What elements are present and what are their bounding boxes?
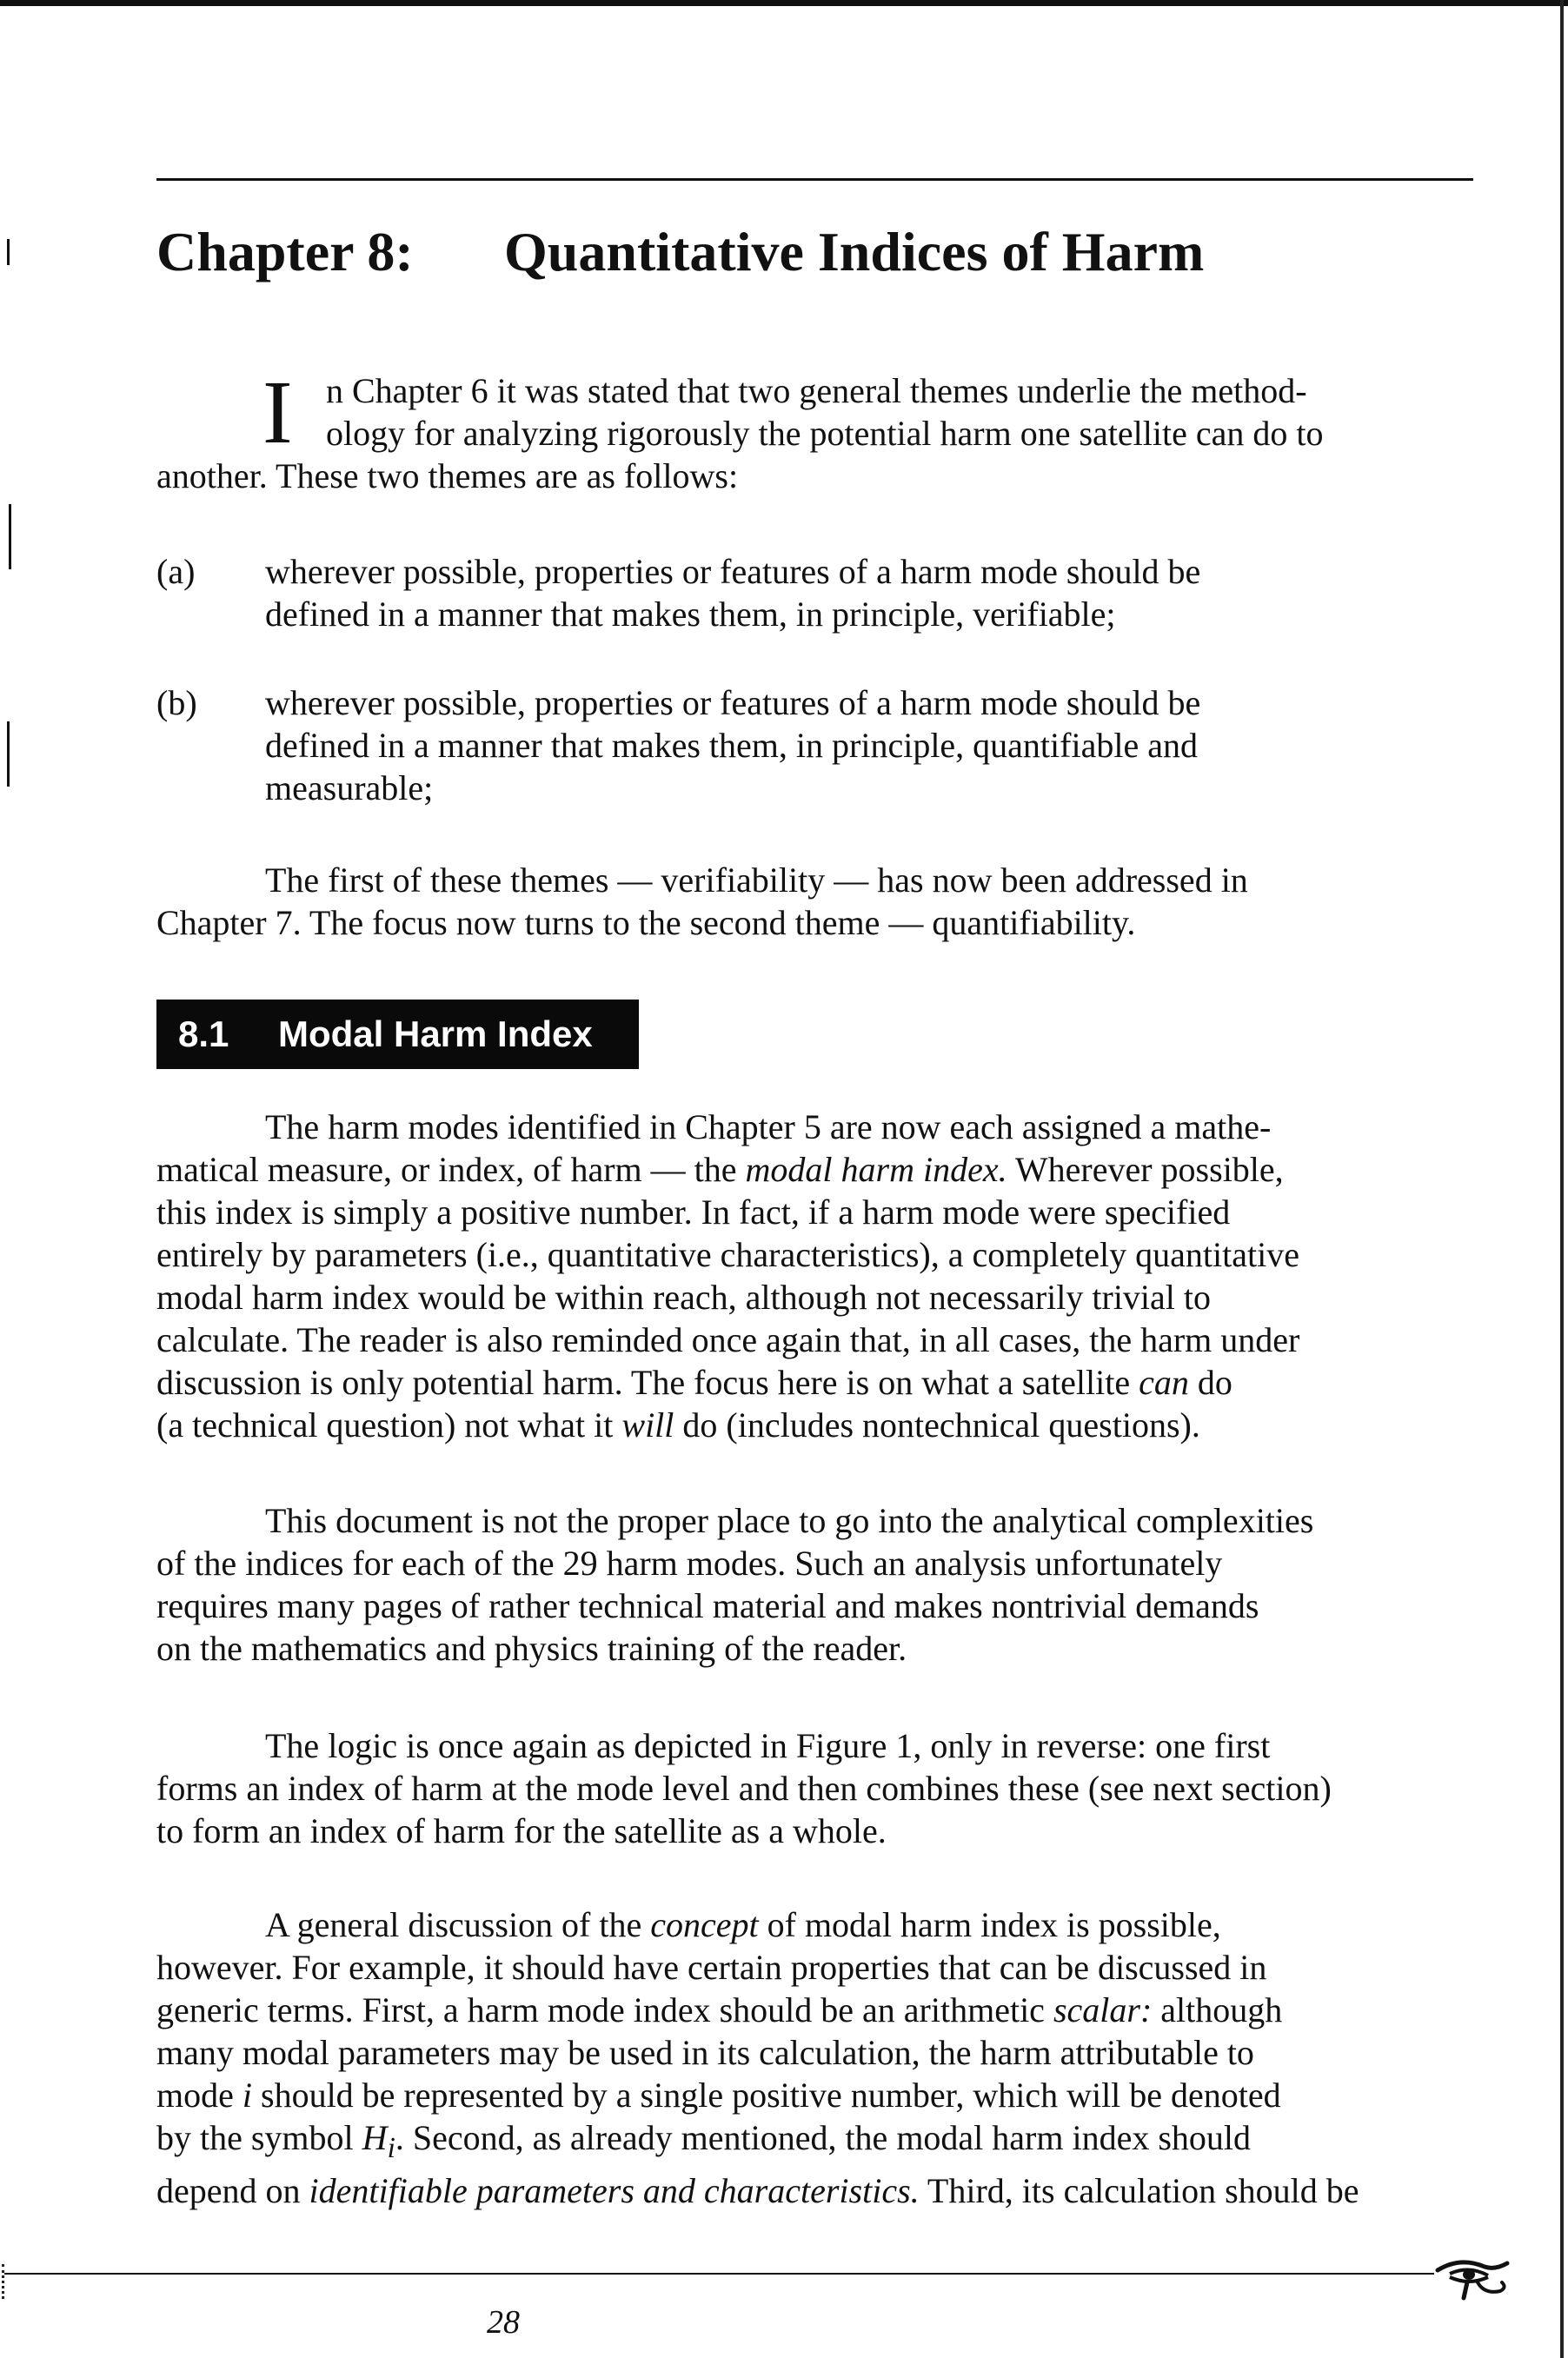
chapter-rule [156,178,1473,181]
text-line: entirely by parameters (i.e., quantitative characteristics), a completely quantitative [156,1235,1299,1274]
text-line: wherever possible, properties or features of a harm mode should be [265,552,1201,591]
theme-item-a [156,550,1478,635]
text-line: depend on identifiable parameters and characteristics. Third, its calculation should be [156,2171,1359,2210]
section-heading [156,1000,639,1069]
page-top-rule [0,0,1568,6]
text-line: requires many pages of rather technical material and makes nontrivial demands [156,1586,1259,1625]
list-item-body [265,681,1478,809]
scan-mark [2,2264,8,2299]
text-line: measurable; [265,768,434,807]
text-line: on the mathematics and physics training of the reader. [156,1629,907,1668]
list-marker: (b) [156,683,197,722]
text-line: forms an index of harm at the mode level and then combines these (see next section) [156,1769,1332,1808]
text-line: A general discussion of the concept of modal harm index is possible, [265,1905,1221,1944]
intro-paragraph [156,362,1478,497]
scan-edge [1560,0,1564,2358]
scan-mark [7,239,10,265]
transition-paragraph [156,859,1478,944]
paragraph-complexities [156,1499,1478,1670]
text-line: defined in a manner that makes them, in principle, quantifiable and [265,726,1198,765]
theme-item-b [156,681,1478,809]
section-number: 8.1 [178,1013,229,1054]
list-marker: (a) [156,552,196,591]
list-item-body [265,550,1478,635]
text-line: by the symbol $H_i$. Second, as already mentioned, the modal harm index should [156,2118,1252,2164]
chapter-number: Chapter 8: [156,221,414,282]
paragraph-concept [156,1903,1478,2212]
paragraph-modal-harm [156,1106,1478,1446]
text-line: generic terms. First, a harm mode index should be an arithmetic scalar: although [156,1990,1283,2029]
eye-of-horus-icon [1434,2253,1512,2308]
text-line: The logic is once again as depicted in Figure 1, only in reverse: one first [265,1726,1271,1765]
text-line: mode i should be represented by a single positive number, which will be denoted [156,2076,1281,2115]
text-line: matical measure, or index, of harm — the modal harm index. Wherever possible, [156,1150,1284,1189]
page-number: 28 [487,2304,520,2341]
text-line: n Chapter 6 it was stated that two general themes underlie the method- [326,371,1307,410]
text-line: wherever possible, properties or features of a harm mode should be [265,683,1201,722]
scan-mark [9,504,11,569]
text-line: (a technical question) not what it will do (includes nontechnical questions). [156,1405,1200,1445]
text-line: ology for analyzing rigorously the potential harm one satellite can do to [326,414,1324,453]
scan-mark [7,721,10,787]
text-line: Chapter 7. The focus now turns to the second theme — quantifiability. [156,903,1136,942]
chapter-title: Quantitative Indices of Harm [504,221,1205,282]
text-line: many modal parameters may be used in its calculation, the harm attributable to [156,2033,1254,2072]
text-line: The harm modes identified in Chapter 5 are now each assigned a mathe- [265,1107,1272,1146]
section-title: Modal Harm Index [278,1013,593,1054]
text-line: defined in a manner that makes them, in principle, verifiable; [265,594,1116,634]
text-line: discussion is only potential harm. The focus here is on what a satellite can do [156,1363,1232,1402]
text-line: calculate. The reader is also reminded once again that, in all cases, the harm under [156,1320,1300,1359]
text-line: This document is not the proper place to go into the analytical complexities [265,1501,1314,1540]
text-line: modal harm index would be within reach, although not necessarily trivial to [156,1278,1212,1317]
paragraph-logic [156,1724,1478,1852]
text-line: this index is simply a positive number. In fact, if a harm mode were specified [156,1192,1231,1232]
text-line: however. For example, it should have certain properties that can be discussed in [156,1948,1267,1987]
drop-cap: I [262,362,293,462]
footer-rule [4,2273,1434,2275]
chapter-heading [156,222,1204,282]
text-line: The first of these themes — verifiability — has now been addressed in [265,860,1248,900]
text-line: of the indices for each of the 29 harm modes. Such an analysis unfortunately [156,1544,1223,1583]
text-line: another. These two themes are as follows: [156,456,739,495]
text-line: to form an index of harm for the satellite as a whole. [156,1811,887,1850]
harm-symbol: H [362,2118,388,2157]
